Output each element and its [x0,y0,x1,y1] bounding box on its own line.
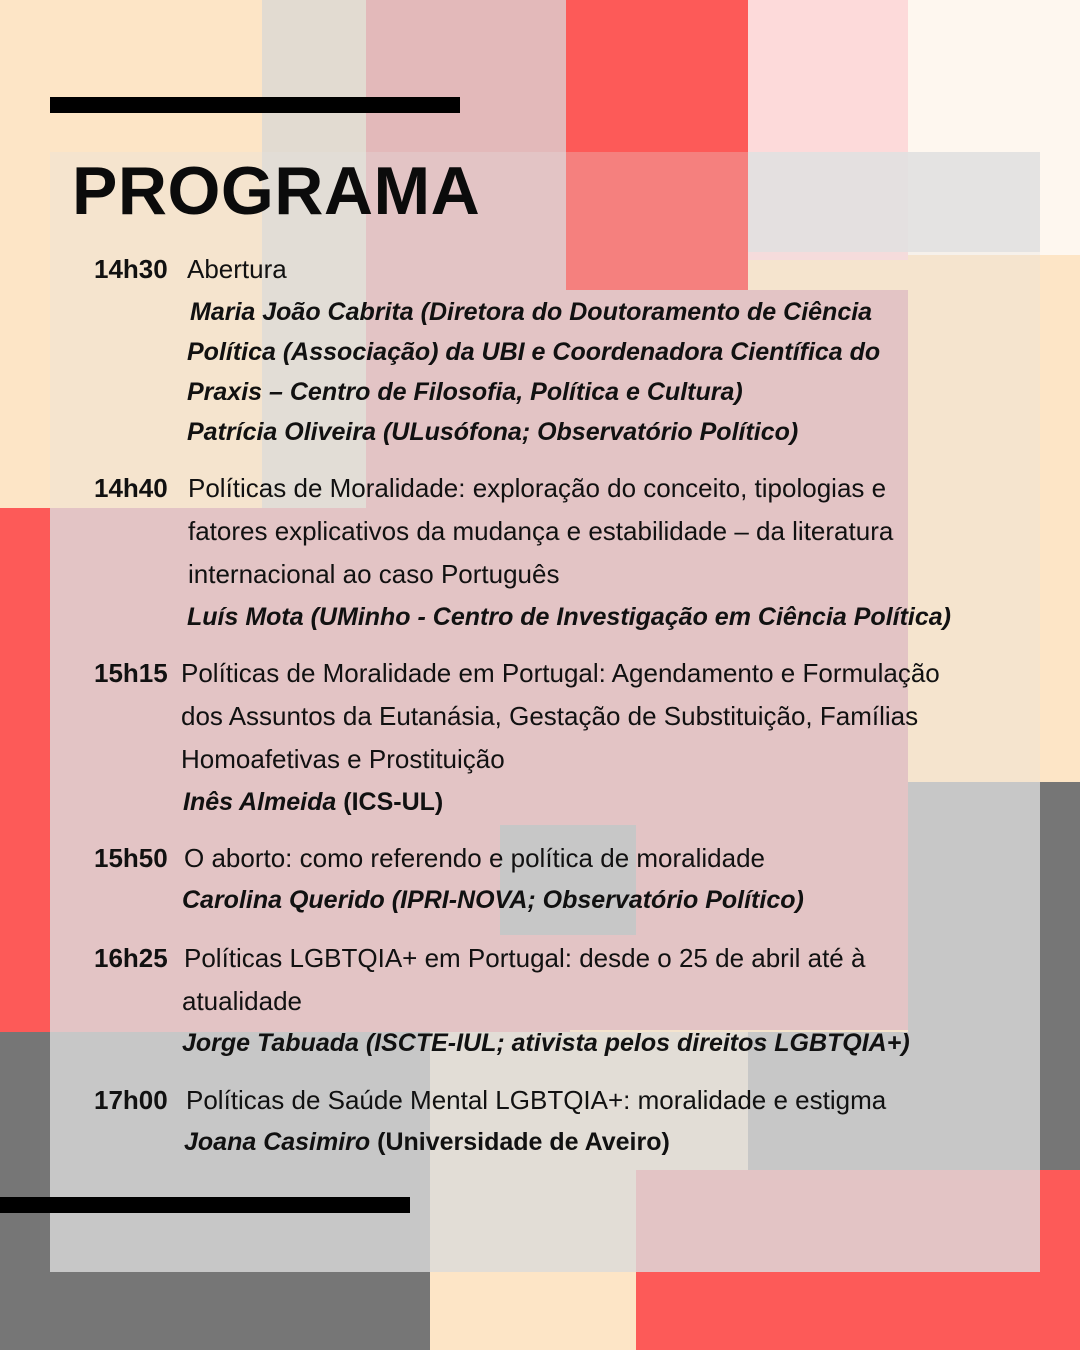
panel-highlight [748,152,1040,252]
session-time: 15h50 [94,843,168,873]
session-speakers [182,879,804,922]
bg-block [430,1272,636,1350]
session-topic [181,652,940,781]
topic-line: Políticas de Moralidade em Portugal: Agendamento e Formulação [181,658,940,688]
session-topic [188,467,893,596]
session-time: 14h30 [94,254,168,284]
top-divider-bar [50,97,460,113]
session-speakers [187,596,951,639]
topic-line: Políticas de Moralidade: exploração do conceito, tipologias e [188,473,887,503]
bg-block [636,1272,1080,1350]
topic-line: dos Assuntos da Eutanásia, Gestação de Substituição, Famílias [181,701,919,731]
session-speakers [182,1022,910,1065]
topic-line: Abertura [187,254,287,284]
session-time: 14h40 [94,473,168,503]
session-speakers [184,1121,670,1164]
speaker-line: Patrícia Oliveira (ULusófona; Observatório Político) [187,418,799,446]
topic-line: Políticas LGBTQIA+ em Portugal: desde o 25 de abril até à [184,943,866,973]
topic-line: Políticas de Saúde Mental LGBTQIA+: moralidade e estigma [186,1085,887,1115]
page-title: PROGRAMA [72,153,481,229]
session-topic [184,837,765,880]
session-time: 16h25 [94,943,168,973]
speaker-name: Joana Casimiro [184,1128,371,1156]
topic-line: internacional ao caso Português [188,559,560,589]
bottom-divider-bar [0,1197,410,1213]
session-topic-cont [182,980,302,1023]
session-topic [187,248,287,291]
speaker-affiliation: (ICS-UL) [336,788,444,816]
topic-line: O aborto: como referendo e política de moralidade [184,843,766,873]
session-speakers-cont [187,332,880,452]
session-topic [186,1079,886,1122]
speaker-line: Luís Mota (UMinho - Centro de Investigação em Ciência Política) [187,603,952,631]
topic-line: fatores explicativos da mudança e estabilidade – da literatura [188,516,894,546]
bg-block [0,508,50,1033]
speaker-affiliation: (Universidade de Aveiro) [370,1128,670,1156]
topic-line: Homoafetivas e Prostituição [181,744,505,774]
topic-line: atualidade [182,986,302,1016]
session-time: 17h00 [94,1085,168,1115]
session-speakers [183,781,443,824]
session-speakers [190,292,872,332]
speaker-line: Carolina Querido (IPRI-NOVA; Observatório Político) [182,886,804,914]
speaker-line: Política (Associação) da UBI e Coordenadora Científica do [187,338,881,366]
session-time: 15h15 [94,658,168,688]
speaker-line: Maria João Cabrita (Diretora do Doutoramento de Ciência [190,298,873,326]
bg-block [1040,782,1080,1172]
speaker-name: Inês Almeida [183,788,337,816]
bg-block [0,1272,430,1350]
session-topic [184,937,865,980]
speaker-line: Jorge Tabuada (ISCTE-IUL; ativista pelos direitos LGBTQIA+) [182,1029,910,1057]
speaker-line: Praxis – Centro de Filosofia, Política e Cultura) [187,378,743,406]
